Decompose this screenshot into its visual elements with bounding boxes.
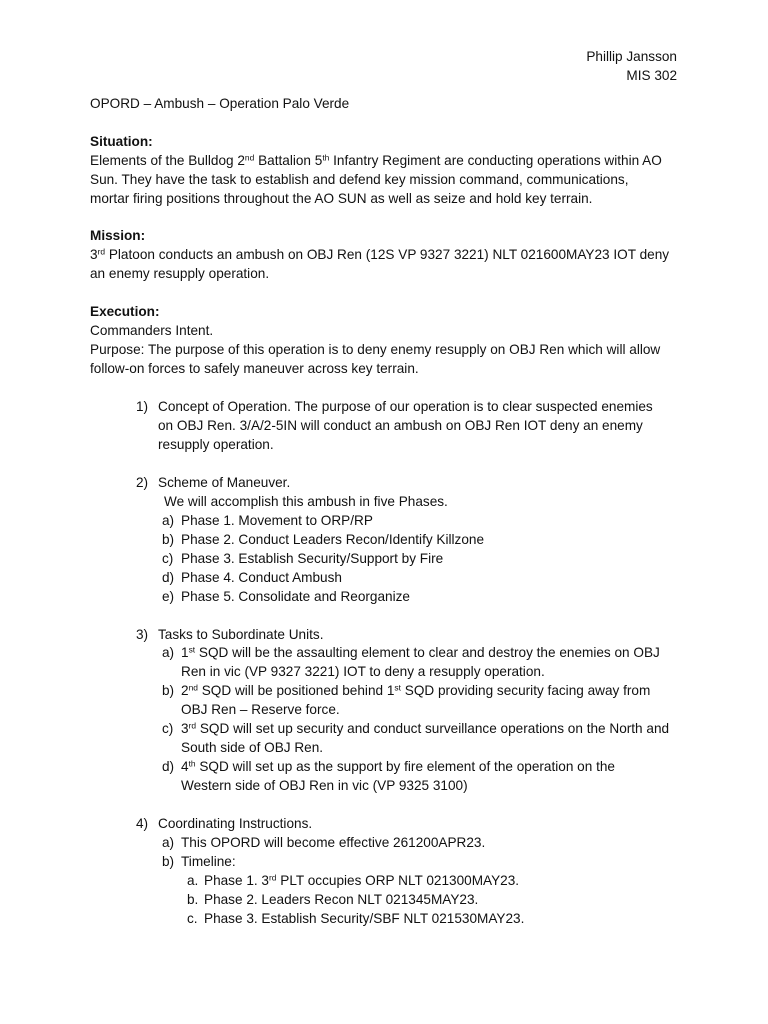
phase-item: Phase 3. Establish Security/Support by Fire bbox=[181, 551, 444, 566]
coord-heading: Coordinating Instructions. bbox=[158, 816, 313, 831]
situation-heading: Situation: bbox=[90, 134, 153, 149]
phase-letter: a) bbox=[162, 513, 175, 528]
concept-line-2: on OBJ Ren. 3/A/2-5IN will conduct an ambush on OBJ Ren IOT deny an enemy bbox=[158, 418, 643, 433]
mission-line-1: 3rd Platoon conducts an ambush on OBJ Ren (12S VP 9327 3221) NLT 021600MAY23 IOT deny bbox=[90, 246, 670, 262]
task-letter: c) bbox=[162, 721, 174, 736]
situation-line-3: mortar firing positions throughout the AO SUN as well as seize and hold key terrain. bbox=[90, 191, 593, 206]
situation-line-2: Sun. They have the task to establish and defend key mission command, communications, bbox=[90, 172, 629, 187]
tasks-heading: Tasks to Subordinate Units. bbox=[158, 627, 324, 642]
timeline-letter: b. bbox=[187, 892, 199, 907]
concept-number: 1) bbox=[136, 399, 149, 414]
timeline-phase-2: Phase 2. Leaders Recon NLT 021345MAY23. bbox=[204, 892, 479, 907]
scheme-intro: We will accomplish this ambush in five Phases. bbox=[164, 494, 448, 509]
task-b-line-2: OBJ Ren – Reserve force. bbox=[181, 702, 340, 717]
scheme-number: 2) bbox=[136, 475, 149, 490]
coord-timeline-heading: Timeline: bbox=[181, 854, 236, 869]
task-b-line-1: 2nd SQD will be positioned behind 1st SQD providing security facing away from bbox=[181, 682, 651, 698]
coord-effective: This OPORD will become effective 261200APR23. bbox=[181, 835, 486, 850]
execution-heading: Execution: bbox=[90, 304, 160, 319]
phase-letter: e) bbox=[162, 589, 175, 604]
purpose-line-2: follow-on forces to safely maneuver across key terrain. bbox=[90, 361, 419, 376]
task-letter: b) bbox=[162, 683, 175, 698]
purpose-line-1: Purpose: The purpose of this operation is to deny enemy resupply on OBJ Ren which will allow bbox=[90, 342, 661, 357]
task-d-line-1: 4th SQD will set up as the support by fire element of the operation on the bbox=[181, 758, 615, 774]
phase-letter: c) bbox=[162, 551, 174, 566]
tasks-number: 3) bbox=[136, 627, 149, 642]
concept-line-1: Concept of Operation. The purpose of our operation is to clear suspected enemies bbox=[158, 399, 653, 414]
task-a-line-2: Ren in vic (VP 9327 3221) IOT to deny a resupply operation. bbox=[181, 664, 545, 679]
timeline-letter: c. bbox=[187, 911, 198, 926]
phase-item: Phase 2. Conduct Leaders Recon/Identify Killzone bbox=[181, 532, 485, 547]
commanders-intent: Commanders Intent. bbox=[90, 323, 214, 338]
timeline-phase-1: Phase 1. 3rd PLT occupies ORP NLT 021300MAY23. bbox=[204, 872, 520, 888]
mission-heading: Mission: bbox=[90, 228, 146, 243]
phase-item: Phase 5. Consolidate and Reorganize bbox=[181, 589, 410, 604]
task-c-line-1: 3rd SQD will set up security and conduct surveillance operations on the North and bbox=[181, 720, 670, 736]
task-letter: a) bbox=[162, 645, 175, 660]
scheme-heading: Scheme of Maneuver. bbox=[158, 475, 291, 490]
timeline-phase-3: Phase 3. Establish Security/SBF NLT 021530MAY23. bbox=[204, 911, 525, 926]
timeline-letter: a. bbox=[187, 873, 199, 888]
task-d-line-2: Western side of OBJ Ren in vic (VP 9325 3100) bbox=[181, 778, 468, 793]
coord-letter: b) bbox=[162, 854, 175, 869]
task-a-line-1: 1st SQD will be the assaulting element to clear and destroy the enemies on OBJ bbox=[181, 644, 660, 660]
concept-line-3: resupply operation. bbox=[158, 437, 274, 452]
phase-letter: d) bbox=[162, 570, 175, 585]
task-c-line-2: South side of OBJ Ren. bbox=[181, 740, 324, 755]
author-name: Phillip Jansson bbox=[586, 49, 677, 64]
phase-item: Phase 1. Movement to ORP/RP bbox=[181, 513, 373, 528]
phase-item: Phase 4. Conduct Ambush bbox=[181, 570, 342, 585]
situation-line-1: Elements of the Bulldog 2nd Battalion 5th Infantry Regiment are conducting operations within AO bbox=[90, 152, 662, 168]
course-code: MIS 302 bbox=[626, 68, 677, 83]
task-letter: d) bbox=[162, 759, 175, 774]
phase-letter: b) bbox=[162, 532, 175, 547]
document-title: OPORD – Ambush – Operation Palo Verde bbox=[90, 96, 350, 111]
mission-line-2: an enemy resupply operation. bbox=[90, 266, 270, 281]
coord-number: 4) bbox=[136, 816, 149, 831]
coord-letter: a) bbox=[162, 835, 175, 850]
